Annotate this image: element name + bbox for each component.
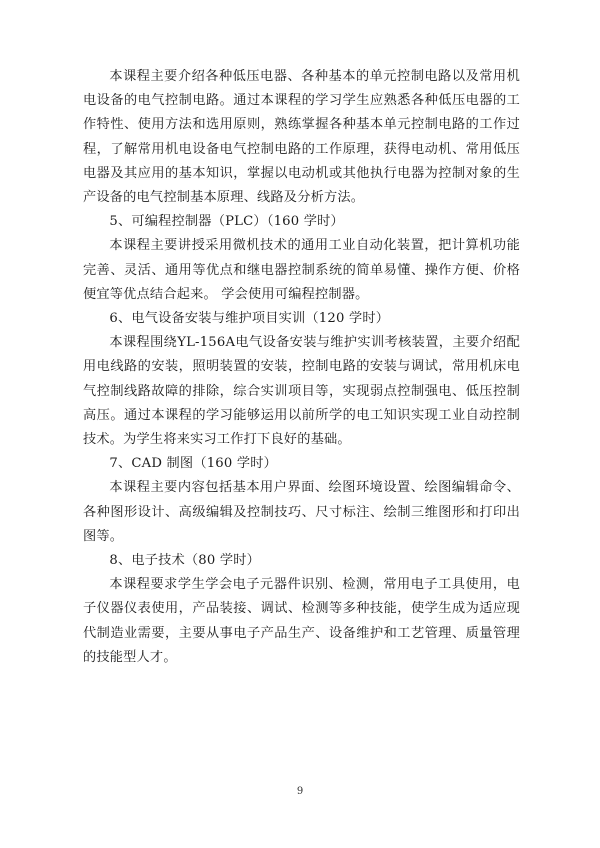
page-number: 9 — [296, 786, 304, 797]
course-6-heading: 6、电气设备安装与维护项目实训（120 学时） — [109, 311, 390, 327]
course-8-heading: 8、电子技术（80 学时） — [109, 553, 261, 569]
course-7-description: 本课程主要内容包括基本用户界面、绘图环境设置、绘图编辑命令、各种图形设计、高级编辑及控制技巧、尺寸标注、绘制三维图形和打印出图等。 — [83, 480, 520, 544]
course-6-description: 本课程围绕YL-156A电气设备安装与维护实训考核装置，主要介绍配用电线路的安装，照明装置的安装，控制电路的安装与调试，常用机床电气控制线路故障的排除，综合实训项目等，实现弱点控制强电、低压控制高压。通过本课程的学习能够运用以前所学的电工知识实现工业自动控制技术。为学生将来实习工作打下良好的基础。 — [83, 335, 520, 448]
course-5-heading: 5、可编程控制器（PLC）（160 学时） — [109, 214, 344, 230]
course-8-description: 本课程要求学生学会电子元器件识别、检测，常用电子工具使用，电子仪器仪表使用，产品装接、调试、检测等多种技能，使学生成为适应现代制造业需要，主要从事电子产品生产、设备维护和工艺管理、质量管理的技能型人才。 — [83, 577, 520, 665]
course-7-heading: 7、CAD 制图（160 学时） — [109, 456, 278, 472]
course-4-description: 本课程主要介绍各种低压电器、各种基本的单元控制电路以及常用机电设备的电气控制电路。通过本课程的学习学生应熟悉各种低压电器的工作特性、使用方法和选用原则，熟练掌握各种基本单元控制电路的工作过程，了解常用机电设备电气控制电路的工作原理，获得电动机、常用低压电器及其应用的基本知识，掌握以电动机或其他执行电器为控制对象的生产设备的电气控制基本原理、线路及分析方法。 — [83, 69, 520, 206]
course-5-description: 本课程主要讲授采用微机技术的通用工业自动化装置，把计算机功能完善、灵活、通用等优点和继电器控制系统的简单易懂、操作方便、价格便宜等优点结合起来。 学会使用可编程控制器。 — [83, 238, 520, 302]
document-body — [83, 65, 520, 670]
